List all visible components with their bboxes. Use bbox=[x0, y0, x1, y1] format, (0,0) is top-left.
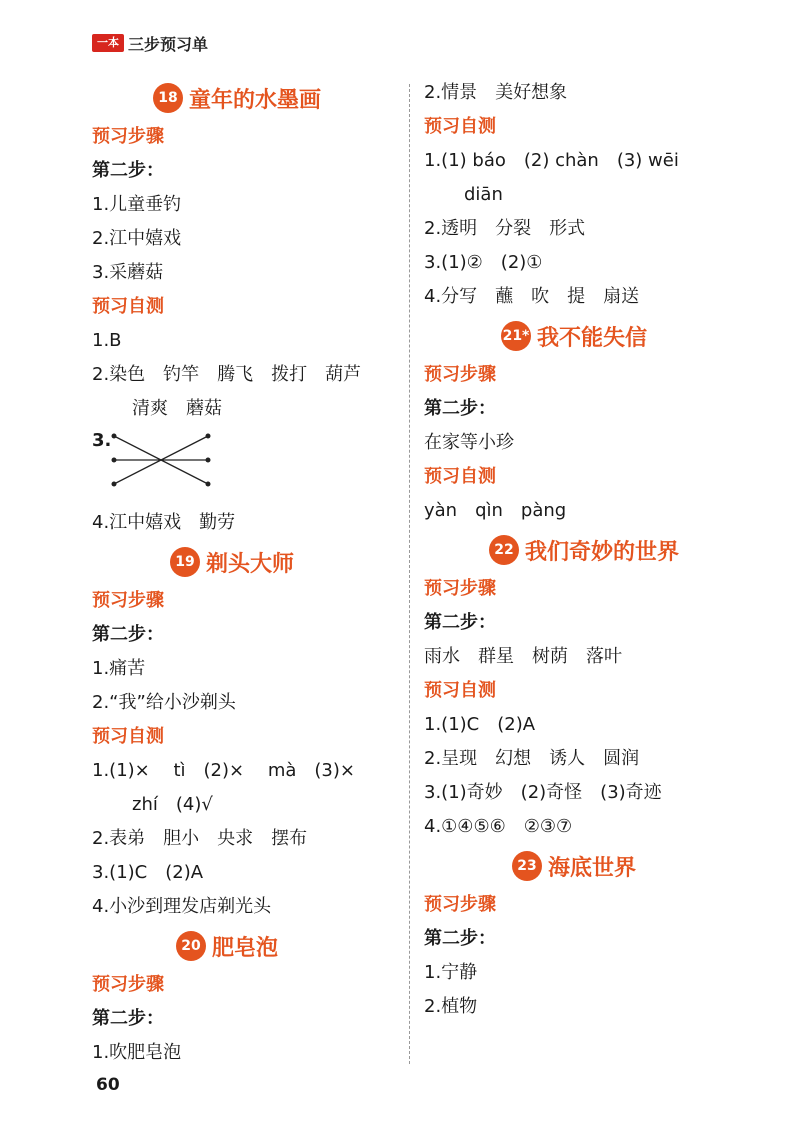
lesson-title: 剃头大师 bbox=[205, 551, 294, 577]
lesson-number-badge: 21* bbox=[501, 321, 531, 351]
section-label: 预习步骤 bbox=[92, 590, 164, 611]
answer-line: 2.“我”给小沙剃头 bbox=[92, 692, 236, 713]
section-label: 预习步骤 bbox=[424, 894, 496, 915]
lesson-18-heading bbox=[92, 76, 402, 120]
answer-line: 2.染色 钓竿 腾飞 拨打 葫芦 bbox=[92, 364, 362, 385]
step-label: 第二步： bbox=[424, 398, 496, 419]
lesson-23-heading bbox=[424, 844, 744, 888]
lesson-title: 我们奇妙的世界 bbox=[524, 539, 679, 565]
header-title: 三步预习单 bbox=[128, 34, 209, 54]
step-label: 第二步： bbox=[92, 624, 164, 645]
lesson-number-badge: 18 bbox=[153, 83, 183, 113]
answer-line: 2.表弟 胆小 央求 摆布 bbox=[92, 828, 308, 849]
answer-line: 3.采蘑菇 bbox=[92, 262, 164, 283]
lesson-19-heading bbox=[92, 540, 402, 584]
answer-line: 1.(1)C (2)A bbox=[424, 714, 536, 735]
answer-line: 2.江中嬉戏 bbox=[92, 228, 182, 249]
lesson-title: 肥皂泡 bbox=[211, 935, 278, 961]
answer-line: 1.(1)× tì (2)× mà (3)× bbox=[92, 760, 355, 781]
left-column bbox=[92, 76, 402, 1070]
answer-line: 2.呈现 幻想 诱人 圆润 bbox=[424, 748, 640, 769]
answer-line: 4.分写 蘸 吹 提 扇送 bbox=[424, 286, 640, 307]
answer-line: 3.(1)C (2)A bbox=[92, 862, 204, 883]
answer-line: 在家等小珍 bbox=[424, 432, 514, 453]
page-number: 60 bbox=[96, 1075, 120, 1095]
answer-line: 2.情景 美好想象 bbox=[424, 82, 568, 103]
step-label: 第二步： bbox=[92, 1008, 164, 1029]
matching-diagram bbox=[92, 426, 402, 506]
answer-line: 2.植物 bbox=[424, 996, 478, 1017]
right-column bbox=[424, 76, 744, 1024]
answer-line: 3.(1)② (2)① bbox=[424, 252, 543, 273]
answer-line: yàn qìn pàng bbox=[424, 500, 567, 521]
page-header bbox=[92, 32, 208, 54]
lesson-title: 我不能失信 bbox=[536, 325, 647, 351]
matching-lines bbox=[106, 426, 216, 496]
section-label: 预习步骤 bbox=[92, 974, 164, 995]
section-label: 预习自测 bbox=[424, 680, 496, 701]
section-label: 预习自测 bbox=[92, 296, 164, 317]
answer-line: 4.①④⑤⑥ ②③⑦ bbox=[424, 816, 573, 837]
lesson-number-badge: 20 bbox=[176, 931, 206, 961]
answer-line: 4.小沙到理发店剃光头 bbox=[92, 896, 272, 917]
answer-line: 1.痛苦 bbox=[92, 658, 146, 679]
answer-line: 4.江中嬉戏 勤劳 bbox=[92, 512, 236, 533]
step-label: 第二步： bbox=[92, 160, 164, 181]
lesson-22-heading bbox=[424, 528, 744, 572]
publisher-logo: 一本 bbox=[92, 34, 124, 52]
lesson-title: 海底世界 bbox=[547, 855, 636, 881]
section-label: 预习步骤 bbox=[424, 364, 496, 385]
section-label: 预习步骤 bbox=[424, 578, 496, 599]
answer-line: 1.(1) báo (2) chàn (3) wēi bbox=[424, 150, 679, 171]
answer-line: 清爽 蘑菇 bbox=[132, 398, 222, 419]
section-label: 预习自测 bbox=[92, 726, 164, 747]
answer-line: 2.透明 分裂 形式 bbox=[424, 218, 586, 239]
lesson-number-badge: 23 bbox=[512, 851, 542, 881]
answer-line: 3.(1)奇妙 (2)奇怪 (3)奇迹 bbox=[424, 782, 662, 803]
section-label: 预习步骤 bbox=[92, 126, 164, 147]
lesson-title: 童年的水墨画 bbox=[188, 87, 321, 113]
lesson-21-heading bbox=[424, 314, 744, 358]
step-label: 第二步： bbox=[424, 928, 496, 949]
answer-line: zhí (4)√ bbox=[132, 794, 213, 815]
lesson-20-heading bbox=[92, 924, 402, 968]
lesson-number-badge: 19 bbox=[170, 547, 200, 577]
answer-line: 1.儿童垂钓 bbox=[92, 194, 182, 215]
answer-line: 1.吹肥皂泡 bbox=[92, 1042, 182, 1063]
answer-line: 雨水 群星 树荫 落叶 bbox=[424, 646, 622, 667]
answer-number: 3. bbox=[92, 430, 112, 451]
answer-line: diān bbox=[464, 184, 503, 205]
column-divider bbox=[409, 84, 410, 1064]
section-label: 预习自测 bbox=[424, 466, 496, 487]
section-label: 预习自测 bbox=[424, 116, 496, 137]
step-label: 第二步： bbox=[424, 612, 496, 633]
lesson-number-badge: 22 bbox=[489, 535, 519, 565]
answer-line: 1.B bbox=[92, 330, 122, 351]
answer-line: 1.宁静 bbox=[424, 962, 478, 983]
